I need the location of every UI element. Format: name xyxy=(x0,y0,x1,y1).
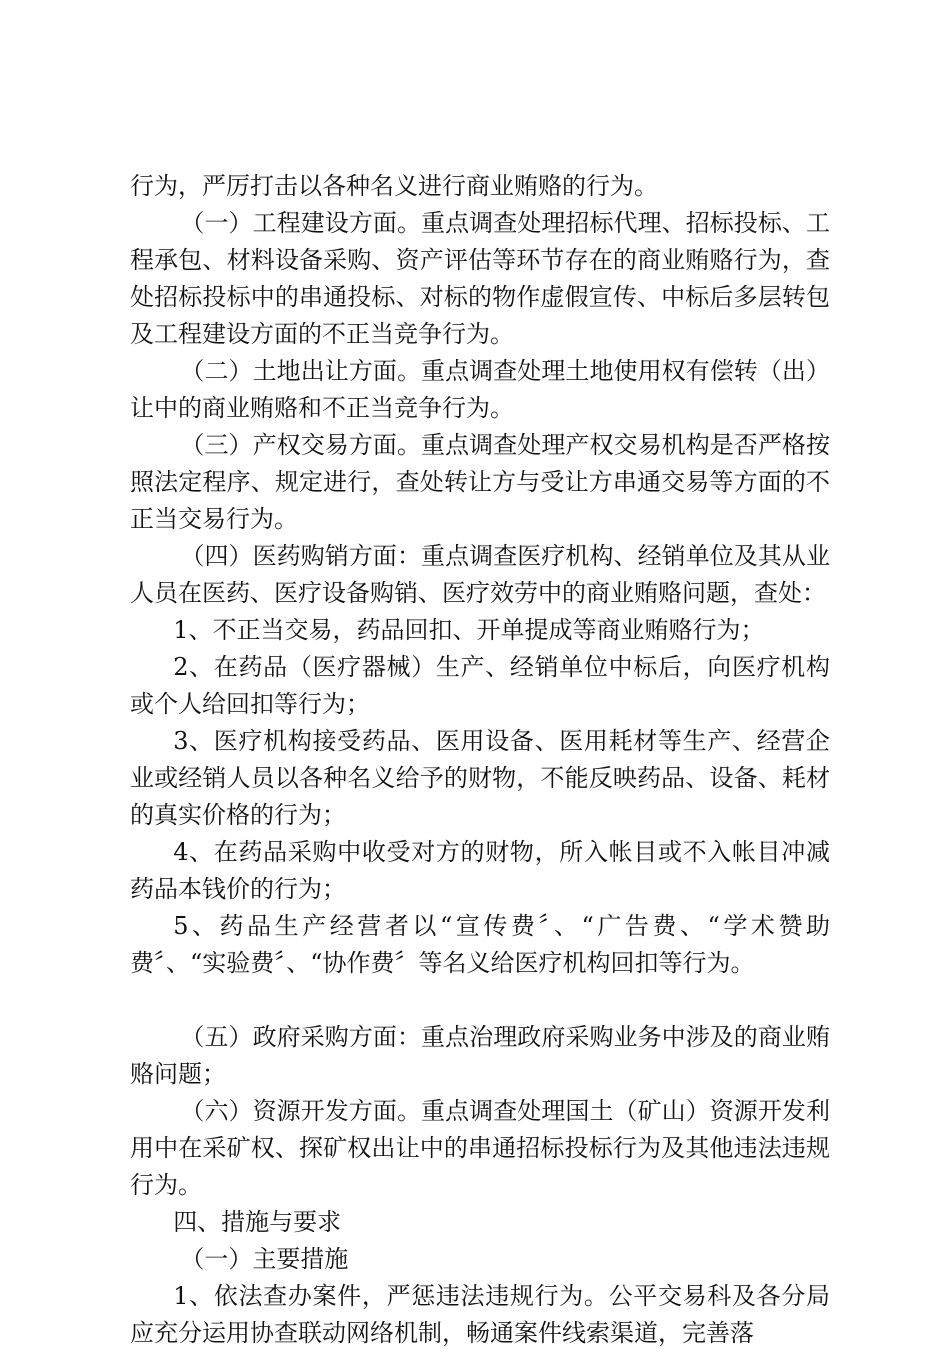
paragraph-property-rights: （三）产权交易方面。重点调查处理产权交易机构是否严格按照法定程序、规定进行，查处转让方与受让方串通交易等方面的不正当交易行为。 xyxy=(130,431,830,533)
paragraph-procurement: （五）政府采购方面：重点治理政府采购业务中涉及的商业贿赂问题； xyxy=(130,1023,830,1088)
list-item-2: 2、在药品（医疗器械）生产、经销单位中标后，向医疗机构或个人给回扣等行为； xyxy=(130,653,830,718)
paragraph-medicine: （四）医药购销方面：重点调查医疗机构、经销单位及其从业人员在医药、医疗设备购销、医疗效劳中的商业贿赂问题，查处： xyxy=(130,542,830,607)
subsection-heading: （一）主要措施 xyxy=(180,1245,349,1273)
blank-line xyxy=(130,982,830,1019)
paragraph-continuation: 行为，严厉打击以各种名义进行商业贿赂的行为。 xyxy=(130,172,658,200)
list-item-1: 1、不正当交易，药品回扣、开单提成等商业贿赂行为； xyxy=(173,616,765,644)
list-item-5: 5、药品生产经营者以“宣传费〞、“广告费、“学术赞助费〞、“实验费〞、“协作费〞等名义给医疗机构回扣等行为。 xyxy=(130,912,830,977)
paragraph-land: （二）土地出让方面。重点调查处理土地使用权有偿转（出）让中的商业贿赂和不正当竞争行为。 xyxy=(130,357,830,422)
document-body xyxy=(130,168,830,1352)
paragraph-measure-1: 1、依法查办案件，严惩违法违规行为。公平交易科及各分局应充分运用协查联动网络机制，畅通案件线索渠道，完善落 xyxy=(130,1282,830,1347)
list-item-3: 3、医疗机构接受药品、医用设备、医用耗材等生产、经营企业或经销人员以各种名义给予的财物，不能反映药品、设备、耗材的真实价格的行为； xyxy=(130,727,830,829)
section-heading: 四、措施与要求 xyxy=(173,1208,342,1236)
paragraph-engineering: （一）工程建设方面。重点调查处理招标代理、招标投标、工程承包、材料设备采购、资产评估等环节存在的商业贿赂行为，查处招标投标中的串通投标、对标的物作虚假宣传、中标后多层转包及工程建设方面的不正当竞争行为。 xyxy=(130,209,830,348)
paragraph-resources: （六）资源开发方面。重点调查处理国土（矿山）资源开发利用中在采矿权、探矿权出让中的串通招标投标行为及其他违法违规行为。 xyxy=(130,1097,830,1199)
list-item-4: 4、在药品采购中收受对方的财物，所入帐目或不入帐目冲减药品本钱价的行为； xyxy=(130,838,830,903)
